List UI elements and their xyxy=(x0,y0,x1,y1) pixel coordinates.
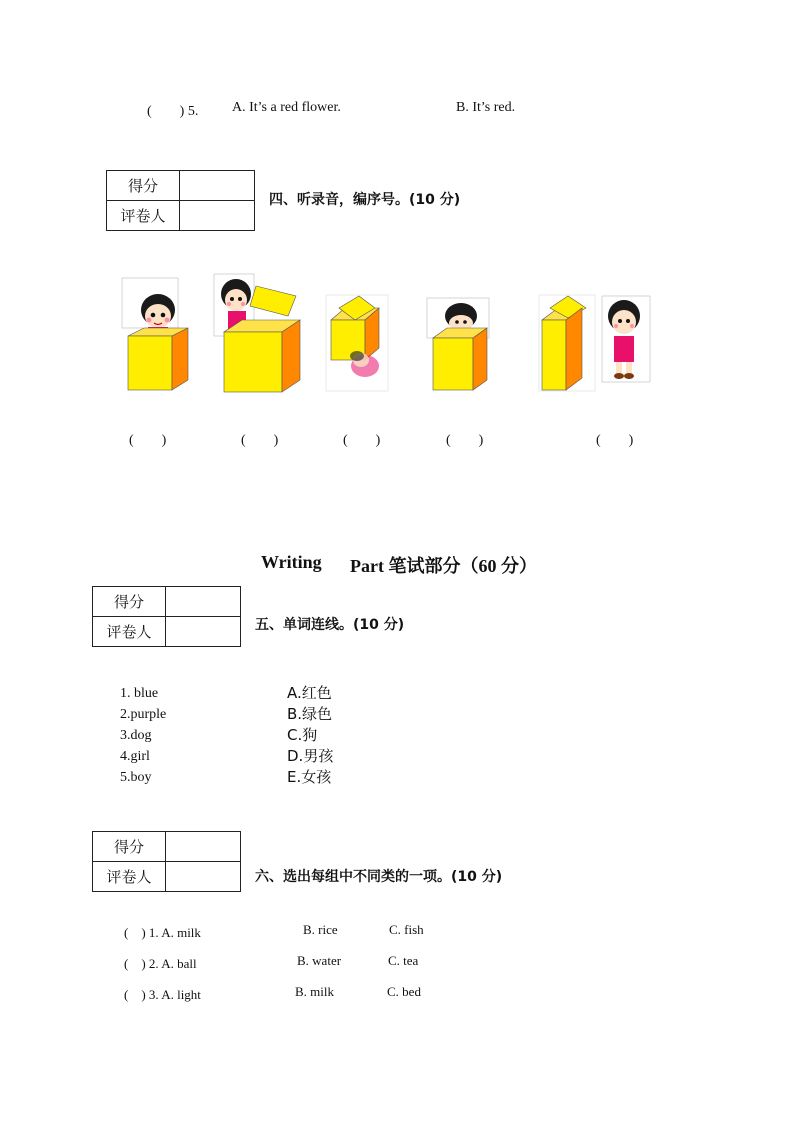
q5-option-b: B. It’s red. xyxy=(456,100,516,115)
grader-value-field[interactable] xyxy=(166,862,241,892)
q5-option-a: A. It’s a red flower. xyxy=(232,100,341,115)
answer-blank-5[interactable]: ( ) xyxy=(596,433,634,448)
answer-blank-3[interactable]: ( ) xyxy=(343,433,381,448)
section5-title: 五、单词连线。(10 分) xyxy=(255,617,405,633)
option-c[interactable]: C. bed xyxy=(387,984,421,999)
word-item[interactable]: 5.boy xyxy=(120,770,152,785)
option-c[interactable]: C. tea xyxy=(388,953,419,968)
meaning-item[interactable]: C.狗 xyxy=(287,726,318,744)
score-label: 得分 xyxy=(93,587,166,617)
section6-title: 六、选出每组中不同类的一项。(10 分) xyxy=(255,869,503,885)
answer-blank-1[interactable]: ( ) xyxy=(129,433,167,448)
meaning-item[interactable]: D.男孩 xyxy=(287,747,334,765)
picture-box-girl-beside-blurred xyxy=(325,294,395,394)
question-number: ( ) 1. A. milk xyxy=(124,925,201,940)
picture-girl-behind-box xyxy=(425,296,495,396)
score-box-4 xyxy=(106,170,255,231)
grader-value-field[interactable] xyxy=(180,201,255,231)
score-label: 得分 xyxy=(107,171,180,201)
meaning-item[interactable]: B.绿色 xyxy=(287,705,333,723)
meaning-list xyxy=(287,683,333,788)
word-list xyxy=(120,683,166,788)
score-box-6 xyxy=(92,831,241,892)
option-b[interactable]: B. rice xyxy=(303,922,338,937)
picture-box-girl-beside xyxy=(538,294,652,394)
word-item[interactable]: 3.dog xyxy=(120,728,152,743)
grader-label: 评卷人 xyxy=(93,862,166,892)
picture-girl-in-box xyxy=(118,276,200,394)
answer-blank-4[interactable]: ( ) xyxy=(446,433,484,448)
score-value-field[interactable] xyxy=(180,171,255,201)
meaning-item[interactable]: E.女孩 xyxy=(287,768,332,786)
writing-title-right: Part 笔试部分（60 分） xyxy=(350,556,537,576)
grader-value-field[interactable] xyxy=(166,617,241,647)
score-label: 得分 xyxy=(93,832,166,862)
section4-title: 四、听录音，编序号。(10 分) xyxy=(269,192,461,208)
question-number: ( ) 3. A. light xyxy=(124,987,201,1002)
question-number: ( ) 2. A. ball xyxy=(124,956,197,971)
word-item[interactable]: 1. blue xyxy=(120,686,159,701)
answer-blank-2[interactable]: ( ) xyxy=(241,433,279,448)
option-b[interactable]: B. milk xyxy=(295,984,335,999)
score-box-5 xyxy=(92,586,241,647)
picture-girl-climbing-out xyxy=(212,272,304,396)
grader-label: 评卷人 xyxy=(93,617,166,647)
score-value-field[interactable] xyxy=(166,832,241,862)
writing-title-left: Writing xyxy=(261,552,322,572)
score-value-field[interactable] xyxy=(166,587,241,617)
option-b[interactable]: B. water xyxy=(297,953,342,968)
meaning-item[interactable]: A.红色 xyxy=(287,684,332,702)
q5-paren: ( ) 5. xyxy=(147,104,199,119)
grader-label: 评卷人 xyxy=(107,201,180,231)
option-c[interactable]: C. fish xyxy=(389,922,424,937)
word-item[interactable]: 2.purple xyxy=(120,707,167,722)
word-item[interactable]: 4.girl xyxy=(120,749,150,764)
